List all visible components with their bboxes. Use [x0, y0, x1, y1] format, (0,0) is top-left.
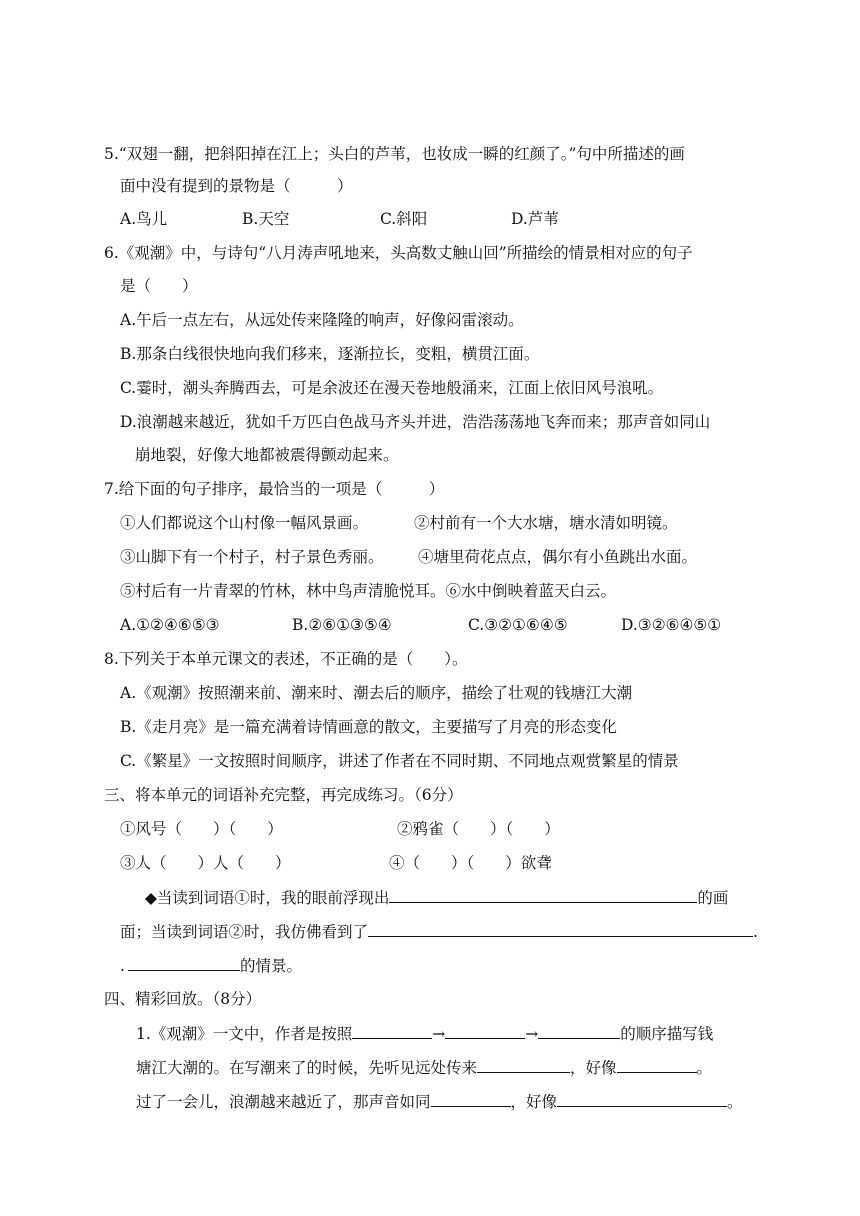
- q8-option-c: C.《繁星》一文按照时间顺序，讲述了作者在不同时期、不同地点观赏繁星的情景: [120, 752, 679, 770]
- q7-option-d: D.③②⑥④⑤①: [621, 616, 722, 634]
- q5-option-a: A.鸟儿: [120, 210, 168, 228]
- q6-option-d-line2: 崩地裂，好像大地都被震得颤动起来。: [135, 446, 399, 464]
- answer-blank[interactable]: [557, 1090, 727, 1107]
- line2-mid: ，好像: [570, 1059, 617, 1077]
- q7-option-a: A.①②④⑥⑤③: [120, 616, 220, 634]
- q7-option-c: C.③②①⑥④⑤: [468, 616, 568, 634]
- word-3: ③人（ ）人（ ）: [120, 854, 291, 872]
- answer-blank[interactable]: [368, 920, 753, 937]
- q6-option-d-line1: D.浪潮越来越近，犹如千万匹白色战马齐头并进，浩浩荡荡地飞奔而来；那声音如同山: [120, 413, 711, 431]
- section-3-prompt-line1: [145, 886, 728, 909]
- q5-stem-line2: 面中没有提到的景物是（ ）: [120, 177, 353, 195]
- line3-mid: ，好像: [510, 1093, 558, 1111]
- q6-stem-line2: 是（ ）: [120, 277, 198, 295]
- q7-sentence-5-6: ⑤村后有一片青翠的竹林，林中鸟声清脆悦耳。⑥水中倒映着蓝天白云。: [120, 582, 617, 600]
- prompt1-tail: 的画: [697, 889, 729, 907]
- section-4-line3: [136, 1090, 743, 1113]
- line1-tail: 的顺序描写钱: [620, 1025, 714, 1043]
- q7-sentence-4: ④塘里荷花点点，偶尔有小鱼跳出水面。: [418, 548, 698, 566]
- section-3-prompt-line2: [120, 920, 758, 943]
- q6-option-a: A.午后一点左右，从远处传来隆隆的响声，好像闷雷滚动。: [120, 311, 524, 329]
- arrow-icon: →: [525, 1025, 539, 1043]
- q8-option-b: B.《走月亮》是一篇充满着诗情画意的散文，主要描写了月亮的形态变化: [120, 718, 617, 736]
- prompt1-text: ◆当读到词语①时，我的眼前浮现出: [145, 889, 390, 907]
- answer-blank[interactable]: [389, 886, 697, 903]
- answer-blank[interactable]: [431, 1090, 511, 1107]
- answer-blank[interactable]: [538, 1022, 620, 1039]
- answer-blank[interactable]: [445, 1022, 525, 1039]
- q5-option-b: B.天空: [242, 210, 290, 228]
- q6-stem-line1: 6.《观潮》中，与诗句“八月涛声吼地来，头高数丈触山回”所描绘的情景相对应的句子: [104, 244, 693, 262]
- prompt3-tail: 的情景。: [239, 957, 302, 975]
- line2-tail: 。: [696, 1059, 713, 1077]
- section-3-title: 三、将本单元的词语补充完整，再完成练习。（6分）: [104, 786, 463, 804]
- q5-option-c: C.斜阳: [380, 210, 428, 228]
- answer-blank[interactable]: [128, 954, 240, 971]
- section-4-title: 四、精彩回放。（8分）: [104, 990, 262, 1008]
- answer-blank[interactable]: [477, 1056, 570, 1073]
- q7-sentence-1: ①人们都说这个山村像一幅风景画。: [120, 514, 369, 532]
- q6-option-b: B.那条白线很快地向我们移来，逐渐拉长，变粗，横贯江面。: [120, 345, 540, 363]
- word-2: ②鸦雀（ ）（ ）: [397, 820, 560, 838]
- word-4: ④（ ）（ ）欲聋: [389, 854, 552, 872]
- line3-text: 过了一会儿，浪潮越来越近了，那声音如同: [136, 1093, 431, 1111]
- prompt2-text: 面；当读到词语②时，我仿佛看到了: [120, 923, 369, 941]
- section-4-line2: [136, 1056, 712, 1079]
- section-4-line1: [136, 1022, 713, 1045]
- answer-blank[interactable]: [352, 1022, 432, 1039]
- line1-text: 1.《观潮》一文中，作者是按照: [136, 1025, 353, 1043]
- section-3-prompt-line3: [120, 954, 302, 977]
- q8-stem: 8.下列关于本单元课文的表述，不正确的是（ ）。: [104, 650, 468, 668]
- q7-option-b: B.②⑥①③⑤④: [292, 616, 392, 634]
- q6-option-c: C.霎时，潮头奔腾西去，可是余波还在漫天卷地般涌来，江面上依旧风号浪吼。: [120, 379, 664, 397]
- q5-stem-line1: 5.“双翅一翻，把斜阳掉在江上；头白的芦苇，也妆成一瞬的红颜了。”句中所描述的画: [104, 145, 685, 163]
- line3-tail: 。: [727, 1093, 743, 1111]
- word-1: ①风号（ ）（ ）: [120, 820, 283, 838]
- arrow-icon: →: [432, 1025, 446, 1043]
- q7-sentence-2: ②村前有一个大水塘，塘水清如明镜。: [414, 514, 678, 532]
- q8-option-a: A.《观潮》按照潮来前、潮来时、潮去后的顺序，描绘了壮观的钱塘江大潮: [120, 684, 633, 702]
- q5-option-d: D.芦苇: [511, 210, 559, 228]
- q7-stem: 7.给下面的句子排序，最恰当的一项是（ ）: [104, 480, 445, 498]
- prompt3-dot: .: [120, 957, 125, 975]
- q7-sentence-3: ③山脚下有一个村子，村子景色秀丽。: [120, 548, 384, 566]
- prompt2-tail: .: [753, 923, 758, 941]
- line2-text: 塘江大潮的。在写潮来了的时候，先听见远处传来: [136, 1059, 478, 1077]
- answer-blank[interactable]: [617, 1056, 697, 1073]
